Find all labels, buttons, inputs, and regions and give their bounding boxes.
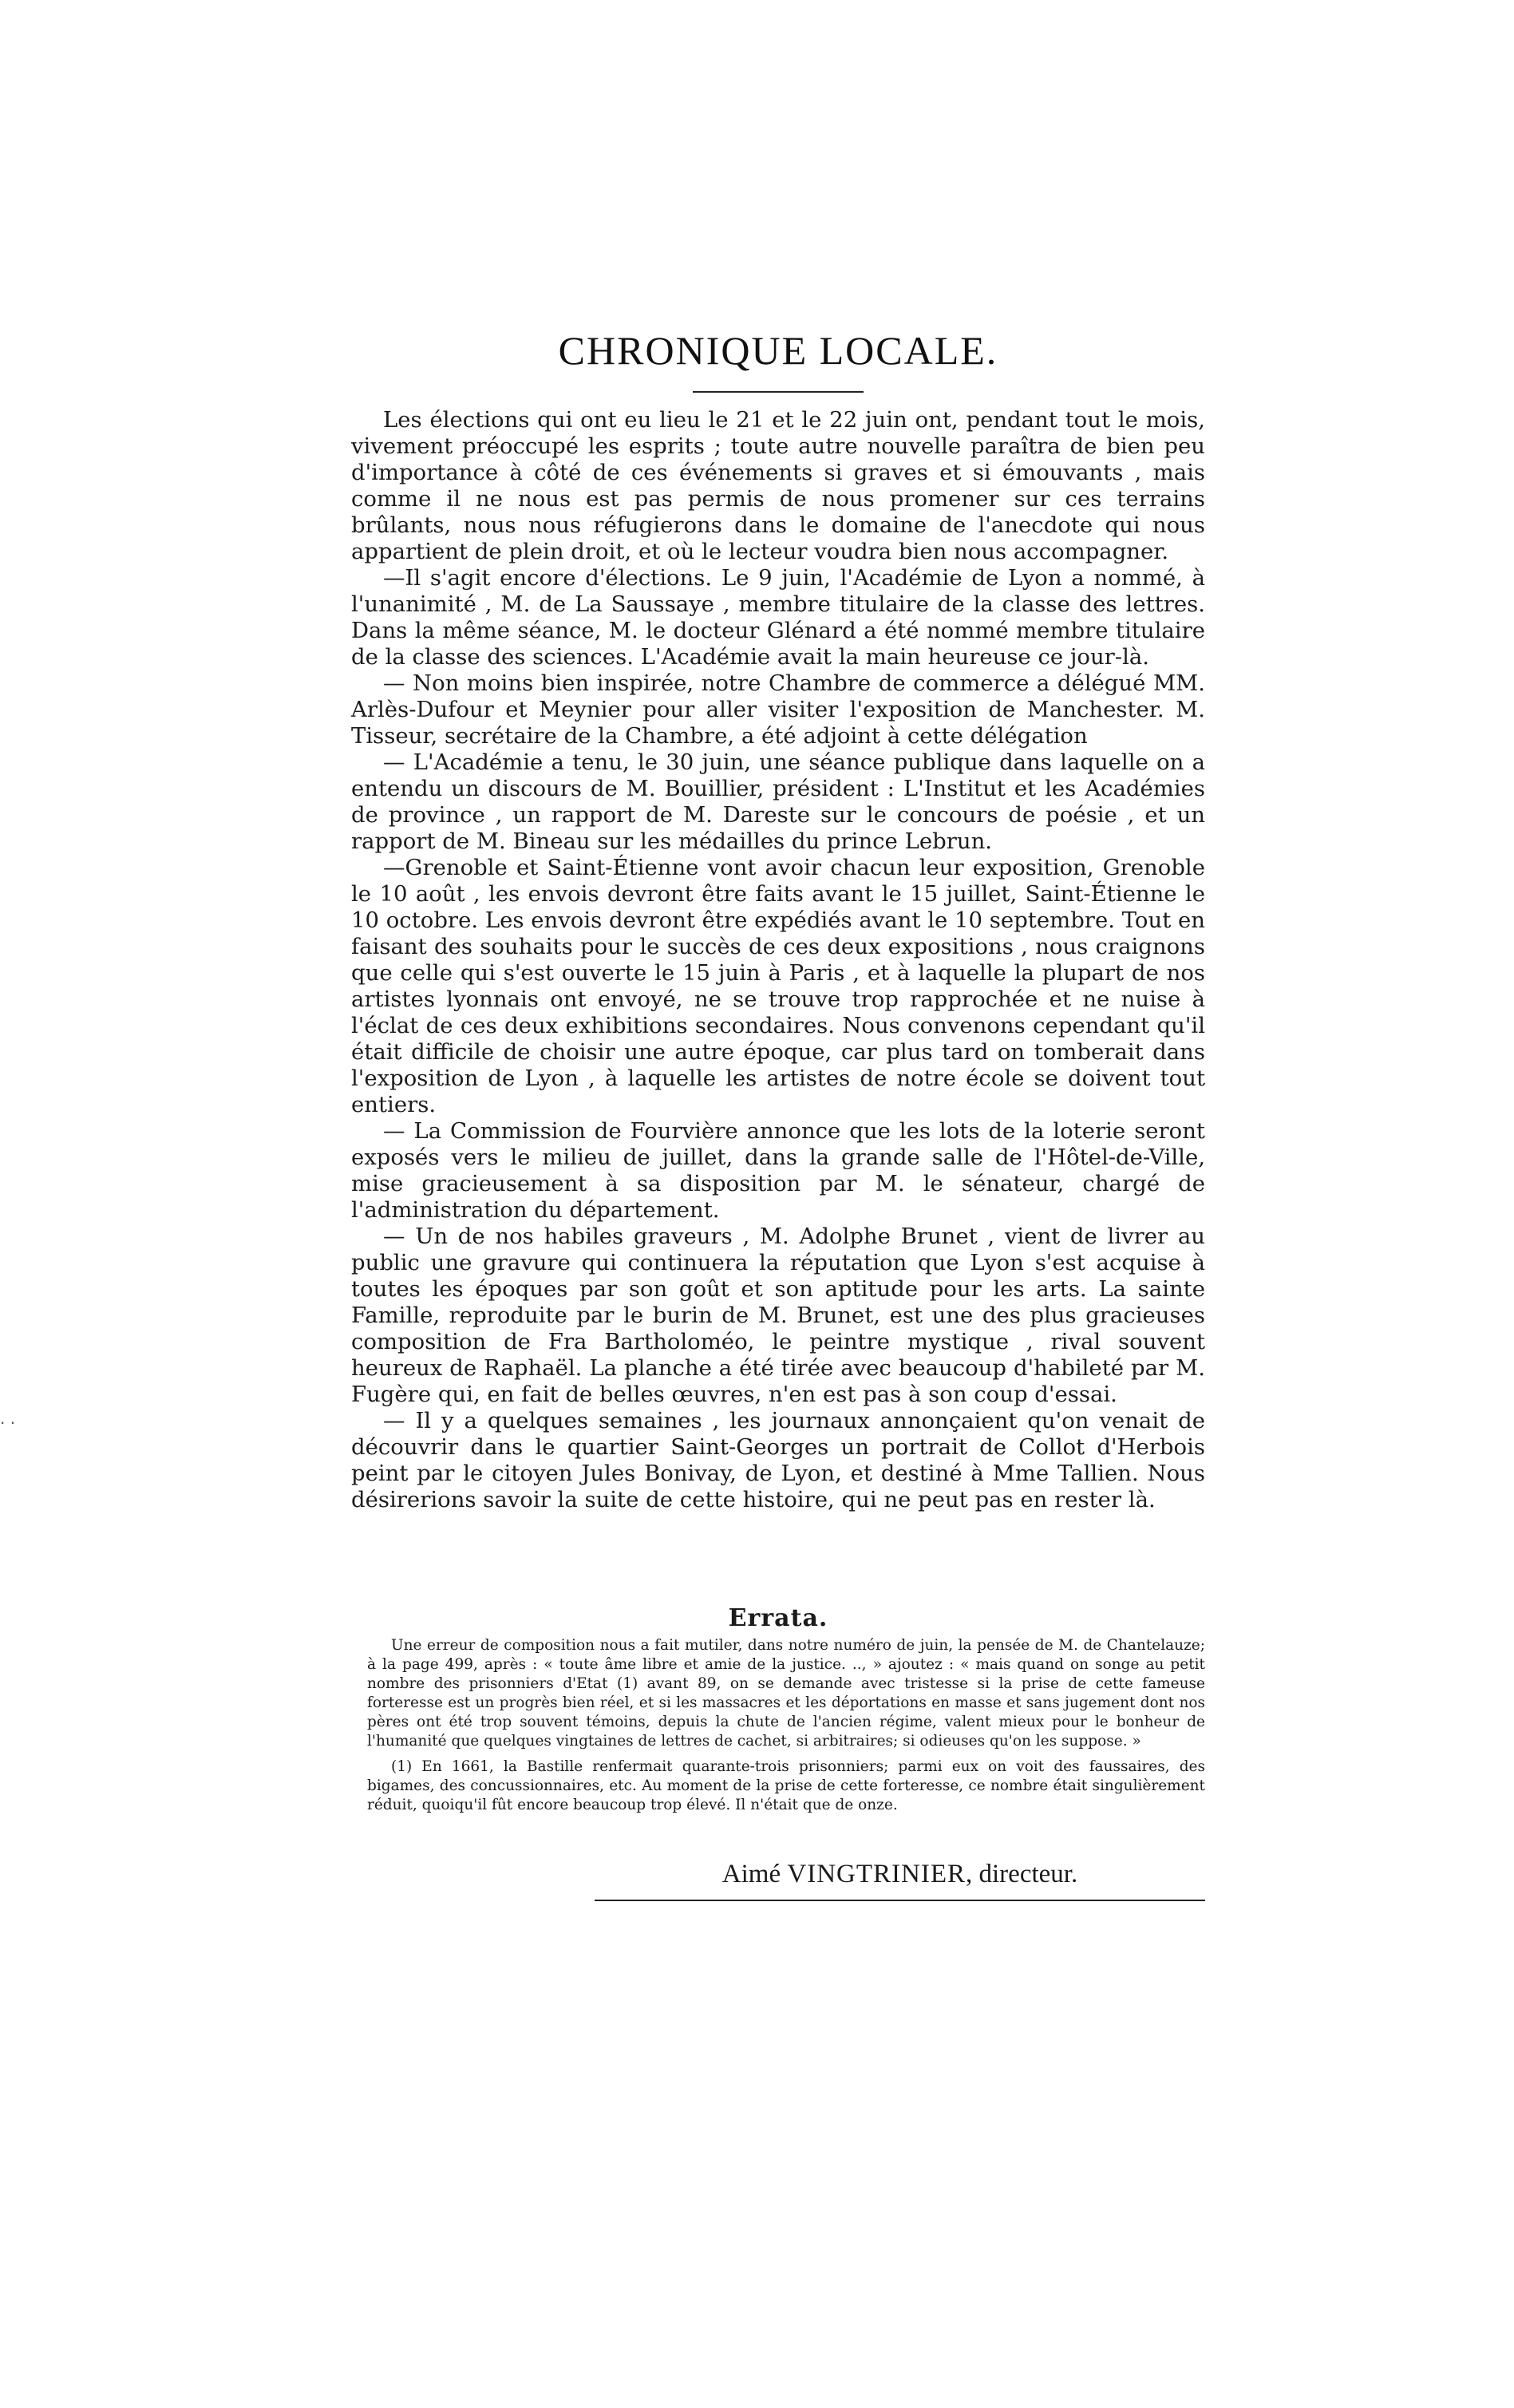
signature (595, 1860, 1205, 1889)
errata-section (367, 1636, 1205, 1821)
paragraph: — Non moins bien inspirée, notre Chambre de commerce a délégué MM. Arlès-Dufour et Meynier pour aller visiter l'exposition de Manchester. M. Tisseur, secrétaire de la Chambre, a été adjoint à cette délégation (351, 670, 1205, 749)
page-title: CHRONIQUE LOCALE. (558, 328, 998, 373)
paragraph: — L'Académie a tenu, le 30 juin, une séance publique dans laquelle on a entendu un discours de M. Bouillier, président : L'Institut et les Académies de province , un rapport de M. Dareste sur le concours de poésie , et un rapport de M. Bineau sur les médailles du prince Lebrun. (351, 749, 1205, 854)
signature-last-name: VINGTRINIER (787, 1860, 967, 1888)
paragraph: —Grenoble et Saint-Étienne vont avoir chacun leur exposition, Grenoble le 10 août , les envois devront être faits avant le 15 juillet, Saint-Étienne le 10 octobre. Les envois devront être expédiés avant le 10 septembre. Tout en faisant des souhaits pour le succès de ces deux expositions , nous craignons que celle qui s'est ouverte le 15 juin à Paris , et à laquelle la plupart de nos artistes lyonnais ont envoyé, ne se trouve trop rapprochée et ne nuise à l'éclat de ces deux exhibitions secondaires. Nous convenons cependant qu'il était difficile de choisir une autre époque, car plus tard on tomberait dans l'exposition de Lyon , à laquelle les artistes de notre école se doivent tout entiers. (351, 855, 1205, 1117)
signature-first-name: Aimé (721, 1860, 781, 1888)
paragraph: — Un de nos habiles graveurs , M. Adolphe Brunet , vient de livrer au public une gravure qui continuera la réputation que Lyon s'est acquise à toutes les époques par son goût et son aptitude pour les arts. La sainte Famille, reproduite par le burin de M. Brunet, est une des plus gracieuses composition de Fra Bartholoméo, le peintre mystique , rival souvent heureux de Raphaël. La planche a été tirée avec beaucoup d'habileté par M. Fugère qui, en fait de belles œuvres, n'en est pas à son coup d'essai. (351, 1224, 1205, 1407)
errata-text: Une erreur de composition nous a fait mutiler, dans notre numéro de juin, la pensée de M. de Chantelauze; à la page 499, après : « toute âme libre et amie de la justice. .., » ajoutez : « mais quand on songe au petit nombre des prisonniers d'Etat (1) avant 89, on se demande avec tristesse si la prise de cette fameuse forteresse est un progrès bien réel, et si les massacres et les déportations en masse et sans jugement dont nos pères ont été trop souvent témoins, depuis la chute de l'ancien régime, valent mieux pour le bonheur de l'humanité que quelques vingtaines de lettres de cachet, si arbitraires; si odieuses qu'on les suppose. » (367, 1637, 1205, 1750)
chronicle-body (351, 407, 1205, 1513)
errata-footnote: (1) En 1661, la Bastille renfermait quarante-trois prisonniers; parmi eux on voit des faussaires, des bigames, des concussionnaires, etc. Au moment de la prise de cette forteresse, ce nombre était singulièrement réduit, quoiqu'il fût encore beaucoup trop élevé. Il n'était que de onze. (367, 1758, 1205, 1813)
margin-mark: · · (0, 1414, 16, 1433)
paragraph: Les élections qui ont eu lieu le 21 et le 22 juin ont, pendant tout le mois, vivement préoccupé les esprits ; toute autre nouvelle paraîtra de bien peu d'importance à côté de ces événements si graves et si émouvants , mais comme il ne nous est pas permis de nous promener sur ces terrains brûlants, nous nous réfugierons dans le domaine de l'anecdote qui nous appartient de plein droit, et où le lecteur voudra bien nous accompagner. (351, 407, 1205, 564)
paragraph: — Il y a quelques semaines , les journaux annonçaient qu'on venait de découvrir dans le quartier Saint-Georges un portrait de Collot d'Herbois peint par le citoyen Jules Bonivay, de Lyon, et destiné à Mme Tallien. Nous désirerions savoir la suite de cette histoire, qui ne peut pas en rester là. (351, 1408, 1205, 1512)
paragraph: —Il s'agit encore d'élections. Le 9 juin, l'Académie de Lyon a nommé, à l'unanimité , M. de La Saussaye , membre titulaire de la classe des lettres. Dans la même séance, M. le docteur Glénard a été nommé membre titulaire de la classe des sciences. L'Académie avait la main heureuse ce jour-là. (351, 565, 1205, 670)
signature-rule (595, 1900, 1205, 1901)
errata-heading: Errata. (728, 1604, 828, 1632)
paragraph: — La Commission de Fourvière annonce que les lots de la loterie seront exposés vers le milieu de juillet, dans la grande salle de l'Hôtel-de-Ville, mise gracieusement à sa disposition par M. le sénateur, chargé de l'administration du département. (351, 1118, 1205, 1223)
signature-role: , directeur. (966, 1860, 1078, 1888)
title-rule (693, 391, 864, 393)
